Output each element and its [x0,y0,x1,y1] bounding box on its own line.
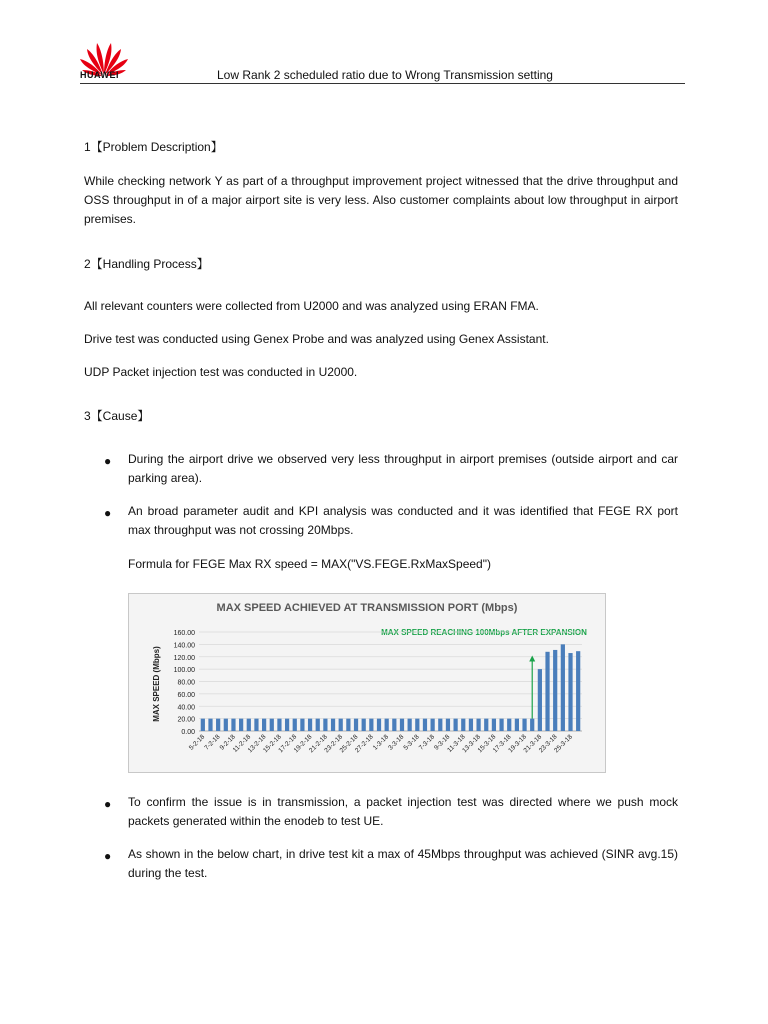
chart-bar [553,650,557,731]
chart-y-tick-label: 100.00 [173,667,195,675]
chart-x-tick-label: 1-3-18 [371,733,391,752]
chart-y-axis-label: MAX SPEED (Mbps) [152,646,161,722]
chart-bar [408,719,412,731]
cause-bullet-1: During the airport drive we observed very less throughput in airport premises (outside airport and car parking area). [128,452,678,485]
chart-bar [293,719,297,731]
chart-bar [484,719,488,731]
chart-y-tick-label: 120.00 [173,654,195,662]
chart-x-tick-label: 9-2-18 [218,733,237,752]
chart-bar [476,719,480,731]
chart-x-tick-label: 15-3-18 [476,733,498,755]
chart-bar [576,651,580,731]
chart-bar [385,719,389,731]
chart-bar [561,644,565,731]
max-speed-chart [128,593,606,773]
chart-x-tick-label: 27-2-18 [353,733,375,755]
chart-bar [362,719,366,731]
chart-title: MAX SPEED ACHIEVED AT TRANSMISSION PORT (Mbps) [216,602,518,614]
chart-x-tick-label: 7-3-18 [417,733,437,752]
chart-bar [461,719,465,731]
chart-bar [568,653,572,731]
chart-y-tick-label: 60.00 [177,691,195,699]
chart-y-tick-label: 140.00 [173,642,195,650]
problem-description-heading: 1【Problem Description】 [84,140,223,154]
chart-x-tick-label: 5-3-18 [402,733,421,752]
header-divider [80,83,685,84]
page-header [0,0,768,90]
cause-bullet-3: To confirm the issue is in transmission, a packet injection test was directed where we push mock packets generated within the enodeb to test UE. [128,795,678,828]
cause-bullet-2: An broad parameter audit and KPI analysis was conducted and it was identified that FEGE RX port max throughput was not crossing 20Mbps. [128,504,678,537]
chart-x-tick-label: 21-2-18 [308,733,329,755]
bullet-marker: ● [104,797,112,811]
chart-x-tick-label: 25-2-18 [338,733,360,755]
bullet-marker: ● [104,849,112,863]
chart-x-tick-label: 11-3-18 [446,733,467,754]
chart-x-tick-label: 13-3-18 [461,733,483,755]
chart-bar [454,719,458,731]
chart-bar [522,719,526,731]
handling-step-3: UDP Packet injection test was conducted in U2000. [84,365,358,379]
chart-x-tick-label: 17-2-18 [277,733,299,755]
handling-step-2: Drive test was conducted using Genex Probe and was analyzed using Genex Assistant. [84,332,549,346]
chart-x-tick-label: 13-2-18 [246,733,268,755]
chart-bar [277,719,281,731]
handling-step-1: All relevant counters were collected from U2000 and was analyzed using ERAN FMA. [84,299,539,313]
chart-bar [231,719,235,731]
formula-text: Formula for FEGE Max RX speed = MAX("VS.FEGE.RxMaxSpeed") [128,557,491,571]
chart-x-tick-label: 23-3-18 [537,733,559,755]
chart-x-tick-label: 5-2-18 [188,733,207,752]
chart-bar [530,719,534,731]
chart-bar [323,719,327,731]
problem-description-text: While checking network Y as part of a throughput improvement project witnessed that the drive throughput and OSS throughput in of a major airport site is very less. Also customer complaints about low throughput in airport premises. [84,174,678,226]
chart-x-tick-label: 21-3-18 [522,733,544,755]
chart-y-tick-label: 80.00 [177,679,195,687]
chart-y-tick-label: 0.00 [181,729,195,736]
chart-x-tick-label: 15-2-18 [262,733,283,755]
chart-bar [415,719,419,731]
chart-bar [254,719,258,731]
chart-x-tick-label: 11-2-18 [231,733,253,754]
chart-bar [339,719,343,731]
chart-bar [392,719,396,731]
cause-bullet-4: As shown in the below chart, in drive test kit a max of 45Mbps throughput was achieved (SINR avg.15) during the test. [128,847,678,880]
chart-bar [369,719,373,731]
chart-bar [224,719,228,731]
chart-x-tick-label: 17-3-18 [491,733,513,755]
chart-bar [300,719,304,731]
chart-bar [354,719,358,731]
chart-annotation: MAX SPEED REACHING 100Mbps AFTER EXPANSION [381,628,587,637]
cause-heading: 3【Cause】 [84,409,150,423]
chart-bar [446,719,450,731]
chart-bar [515,719,519,731]
chart-bar [331,719,335,731]
chart-bar [400,719,404,731]
chart-bar [431,719,435,731]
chart-x-tick-label: 19-3-18 [507,733,528,755]
chart-x-tick-label: 23-2-18 [323,733,345,755]
chart-bar [208,719,212,731]
chart-bar [308,719,312,731]
chart-x-tick-label: 25-3-18 [553,733,574,755]
chart-bar [239,719,243,731]
max-speed-chart-svg [129,594,605,772]
chart-x-tick-label: 19-2-18 [292,733,314,755]
huawei-logo-text: HUAWEI [80,70,119,80]
chart-bar [499,719,503,731]
chart-bar [262,719,266,731]
chart-y-tick-label: 20.00 [177,716,195,724]
chart-bar [423,719,427,731]
chart-bar [316,719,320,731]
chart-bar [216,719,220,731]
chart-bar [346,719,350,731]
chart-x-tick-label: 7-2-18 [203,733,222,752]
chart-x-tick-label: 3-3-18 [387,733,406,752]
chart-bar [545,652,549,731]
chart-x-tick-label: 9-3-18 [433,733,452,752]
bullet-marker: ● [104,454,112,468]
handling-process-heading: 2【Handling Process】 [84,257,209,271]
chart-bar [492,719,496,731]
chart-bar [270,719,274,731]
header-title: Low Rank 2 scheduled ratio due to Wrong Transmission setting [217,68,553,82]
chart-bar [438,719,442,731]
chart-bar [247,719,251,731]
chart-bar [538,669,542,731]
chart-bar [507,719,511,731]
chart-bar [201,719,205,731]
bullet-marker: ● [104,506,112,520]
chart-bar [285,719,289,731]
chart-bar [469,719,473,731]
chart-y-tick-label: 160.00 [173,630,195,637]
chart-bar [377,719,381,731]
chart-y-tick-label: 40.00 [177,704,195,712]
